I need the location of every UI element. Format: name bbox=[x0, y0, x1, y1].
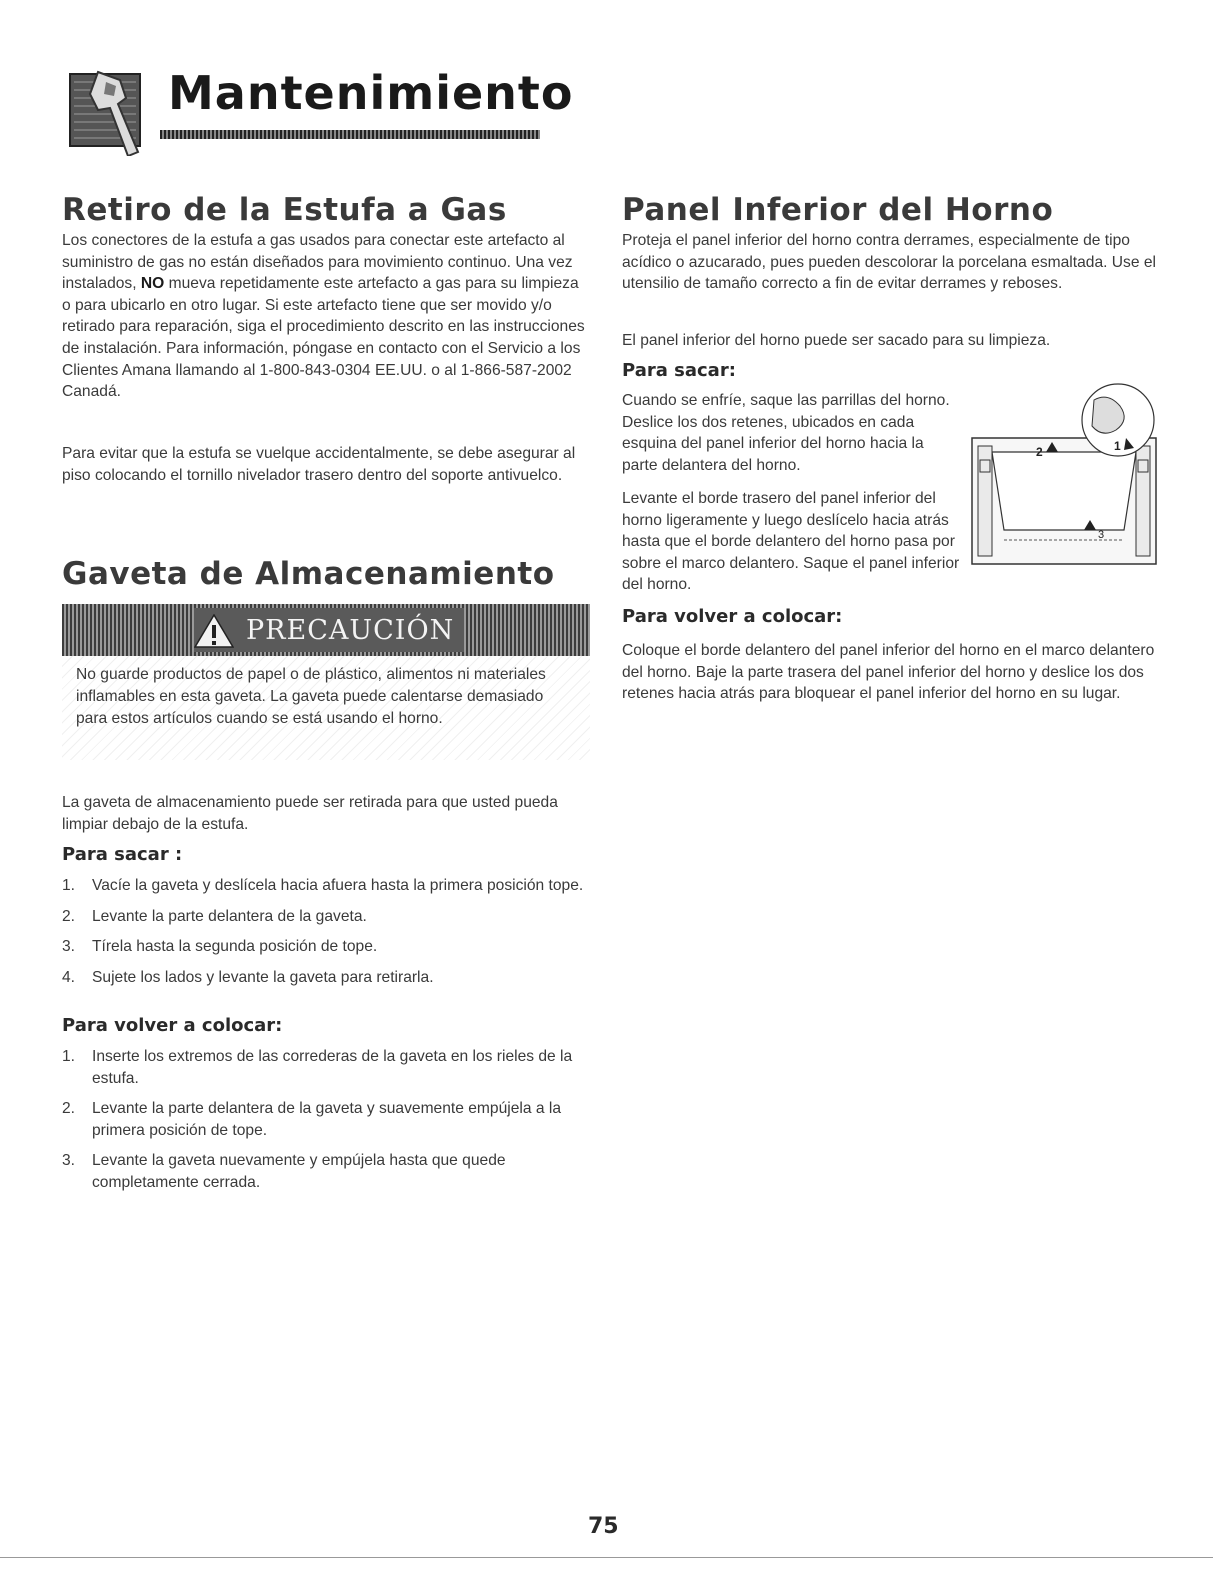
step-text: Inserte los extremos de las correderas de la gaveta en los rieles de la estufa. bbox=[92, 1048, 573, 1087]
gaveta-intro: La gaveta de almacenamiento puede ser retirada para que usted pueda limpiar debajo de la estufa. bbox=[62, 794, 558, 833]
list-item bbox=[62, 1046, 590, 1089]
step-text: Vacíe la gaveta y deslícela hacia afuera hasta la primera posición tope. bbox=[92, 877, 584, 894]
step-number: 2. bbox=[62, 1100, 76, 1118]
panel-replace-paragraph: Coloque el borde delantero del panel inferior del horno en el marco delantero del horno. Baje la parte trasera del panel inferior del horno y deslice los dos retenes hacia atrás para bloquear el panel inferior del horno en su lugar. bbox=[622, 642, 1155, 703]
gaveta-remove-steps bbox=[62, 875, 590, 997]
bottom-divider bbox=[0, 1557, 1213, 1558]
page-title: Mantenimiento bbox=[168, 66, 574, 120]
list-item bbox=[62, 875, 590, 897]
section-title-gaveta: Gaveta de Almacenamiento bbox=[62, 556, 555, 592]
panel-paragraph-1: Proteja el panel inferior del horno contra derrames, especialmente de tipo acídico o azucarado, pues pueden descolorar la porcelana esmaltada. Use el utensilio de tamaño correcto a fin de evitar derrames y reboses. bbox=[622, 232, 1156, 293]
panel-replace-title: Para volver a colocar: bbox=[622, 606, 843, 627]
wrench-icon bbox=[68, 68, 160, 156]
retiro-p1-bold: NO bbox=[140, 275, 165, 293]
caution-label-box bbox=[194, 608, 464, 652]
step-text: Tírela hasta la segunda posición de tope. bbox=[92, 938, 378, 956]
step-text: Levante la parte delantera de la gaveta y suavemente empújela a la primera posición de tope. bbox=[92, 1100, 561, 1139]
retiro-paragraph-2: Para evitar que la estufa se vuelque accidentalmente, se debe asegurar al piso colocando el tornillo nivelador trasero dentro del soporte antivuelco. bbox=[62, 445, 576, 484]
page-number: 75 bbox=[588, 1514, 619, 1539]
list-item bbox=[62, 967, 590, 989]
panel-remove-title: Para sacar: bbox=[622, 360, 736, 381]
caution-text: No guarde productos de papel o de plástico, alimentos ni materiales inflamables en esta gaveta. La gaveta puede calentarse demasiado para estos artículos cuando se está usando el horno. bbox=[76, 666, 546, 727]
oven-panel-illustration bbox=[968, 380, 1160, 572]
step-text: Levante la gaveta nuevamente y empújela hasta que quede completamente cerrada. bbox=[92, 1152, 506, 1191]
caution-banner bbox=[62, 604, 590, 656]
figure-label-2: 2 bbox=[1036, 445, 1043, 459]
caution-box bbox=[62, 656, 590, 760]
figure-label-1: 1 bbox=[1114, 439, 1121, 453]
list-item bbox=[62, 1098, 590, 1141]
caution-label: PRECAUCIÓN bbox=[246, 615, 455, 646]
list-item bbox=[62, 906, 590, 928]
gaveta-remove-title: Para sacar : bbox=[62, 844, 183, 865]
figure-label-3: 3 bbox=[1098, 529, 1105, 541]
step-text: Sujete los lados y levante la gaveta para retirarla. bbox=[92, 968, 434, 986]
step-number: 1. bbox=[62, 877, 76, 894]
panel-remove-paragraph-2: Levante el borde trasero del panel inferior del horno ligeramente y luego deslícelo hacia atrás hasta que el borde delantero del horno pasa por sobre el marco delantero. Saque el panel inferior del horno. bbox=[622, 490, 960, 594]
retiro-p1-text-after: mueva repetidamente este artefacto a gas para su limpieza o para ubicarlo en otro lugar. Si este artefacto tiene que ser movido y/o retirado para reparación, siga el procedimiento descrito en las instrucciones de instalación. Para información, póngase en contacto con el Servicio a los Clientes Amana llamando al 1-800-843-0304 EE.UU. o al 1-866-587-2002 Canadá. bbox=[62, 275, 585, 401]
section-title-panel: Panel Inferior del Horno bbox=[622, 192, 1054, 228]
gaveta-replace-title: Para volver a colocar: bbox=[62, 1015, 283, 1036]
list-item bbox=[62, 1150, 590, 1193]
page-header bbox=[68, 60, 574, 160]
step-text: Levante la parte delantera de la gaveta. bbox=[92, 907, 367, 925]
panel-paragraph-2: El panel inferior del horno puede ser sacado para su limpieza. bbox=[622, 332, 1051, 349]
panel-remove-paragraph-1: Cuando se enfríe, saque las parrillas del horno. Deslice los dos retenes, ubicados en cada esquina del panel inferior del horno hacia la parte delantera del horno. bbox=[622, 392, 950, 474]
list-item bbox=[62, 936, 590, 958]
title-underline bbox=[160, 130, 540, 139]
step-number: 4. bbox=[62, 968, 76, 986]
step-number: 3. bbox=[62, 1152, 76, 1170]
warning-triangle-icon bbox=[194, 614, 234, 648]
retiro-paragraph-1 bbox=[62, 230, 590, 403]
gaveta-replace-steps bbox=[62, 1046, 590, 1203]
retiro-p1-text: Los conectores de la estufa a gas usados para conectar este artefacto al suministro de gas no están diseñados para movimiento continuo. Una vez instalados, bbox=[62, 232, 573, 293]
step-number: 1. bbox=[62, 1048, 76, 1065]
section-title-retiro: Retiro de la Estufa a Gas bbox=[62, 192, 507, 228]
step-number: 3. bbox=[62, 938, 76, 956]
step-number: 2. bbox=[62, 907, 76, 925]
